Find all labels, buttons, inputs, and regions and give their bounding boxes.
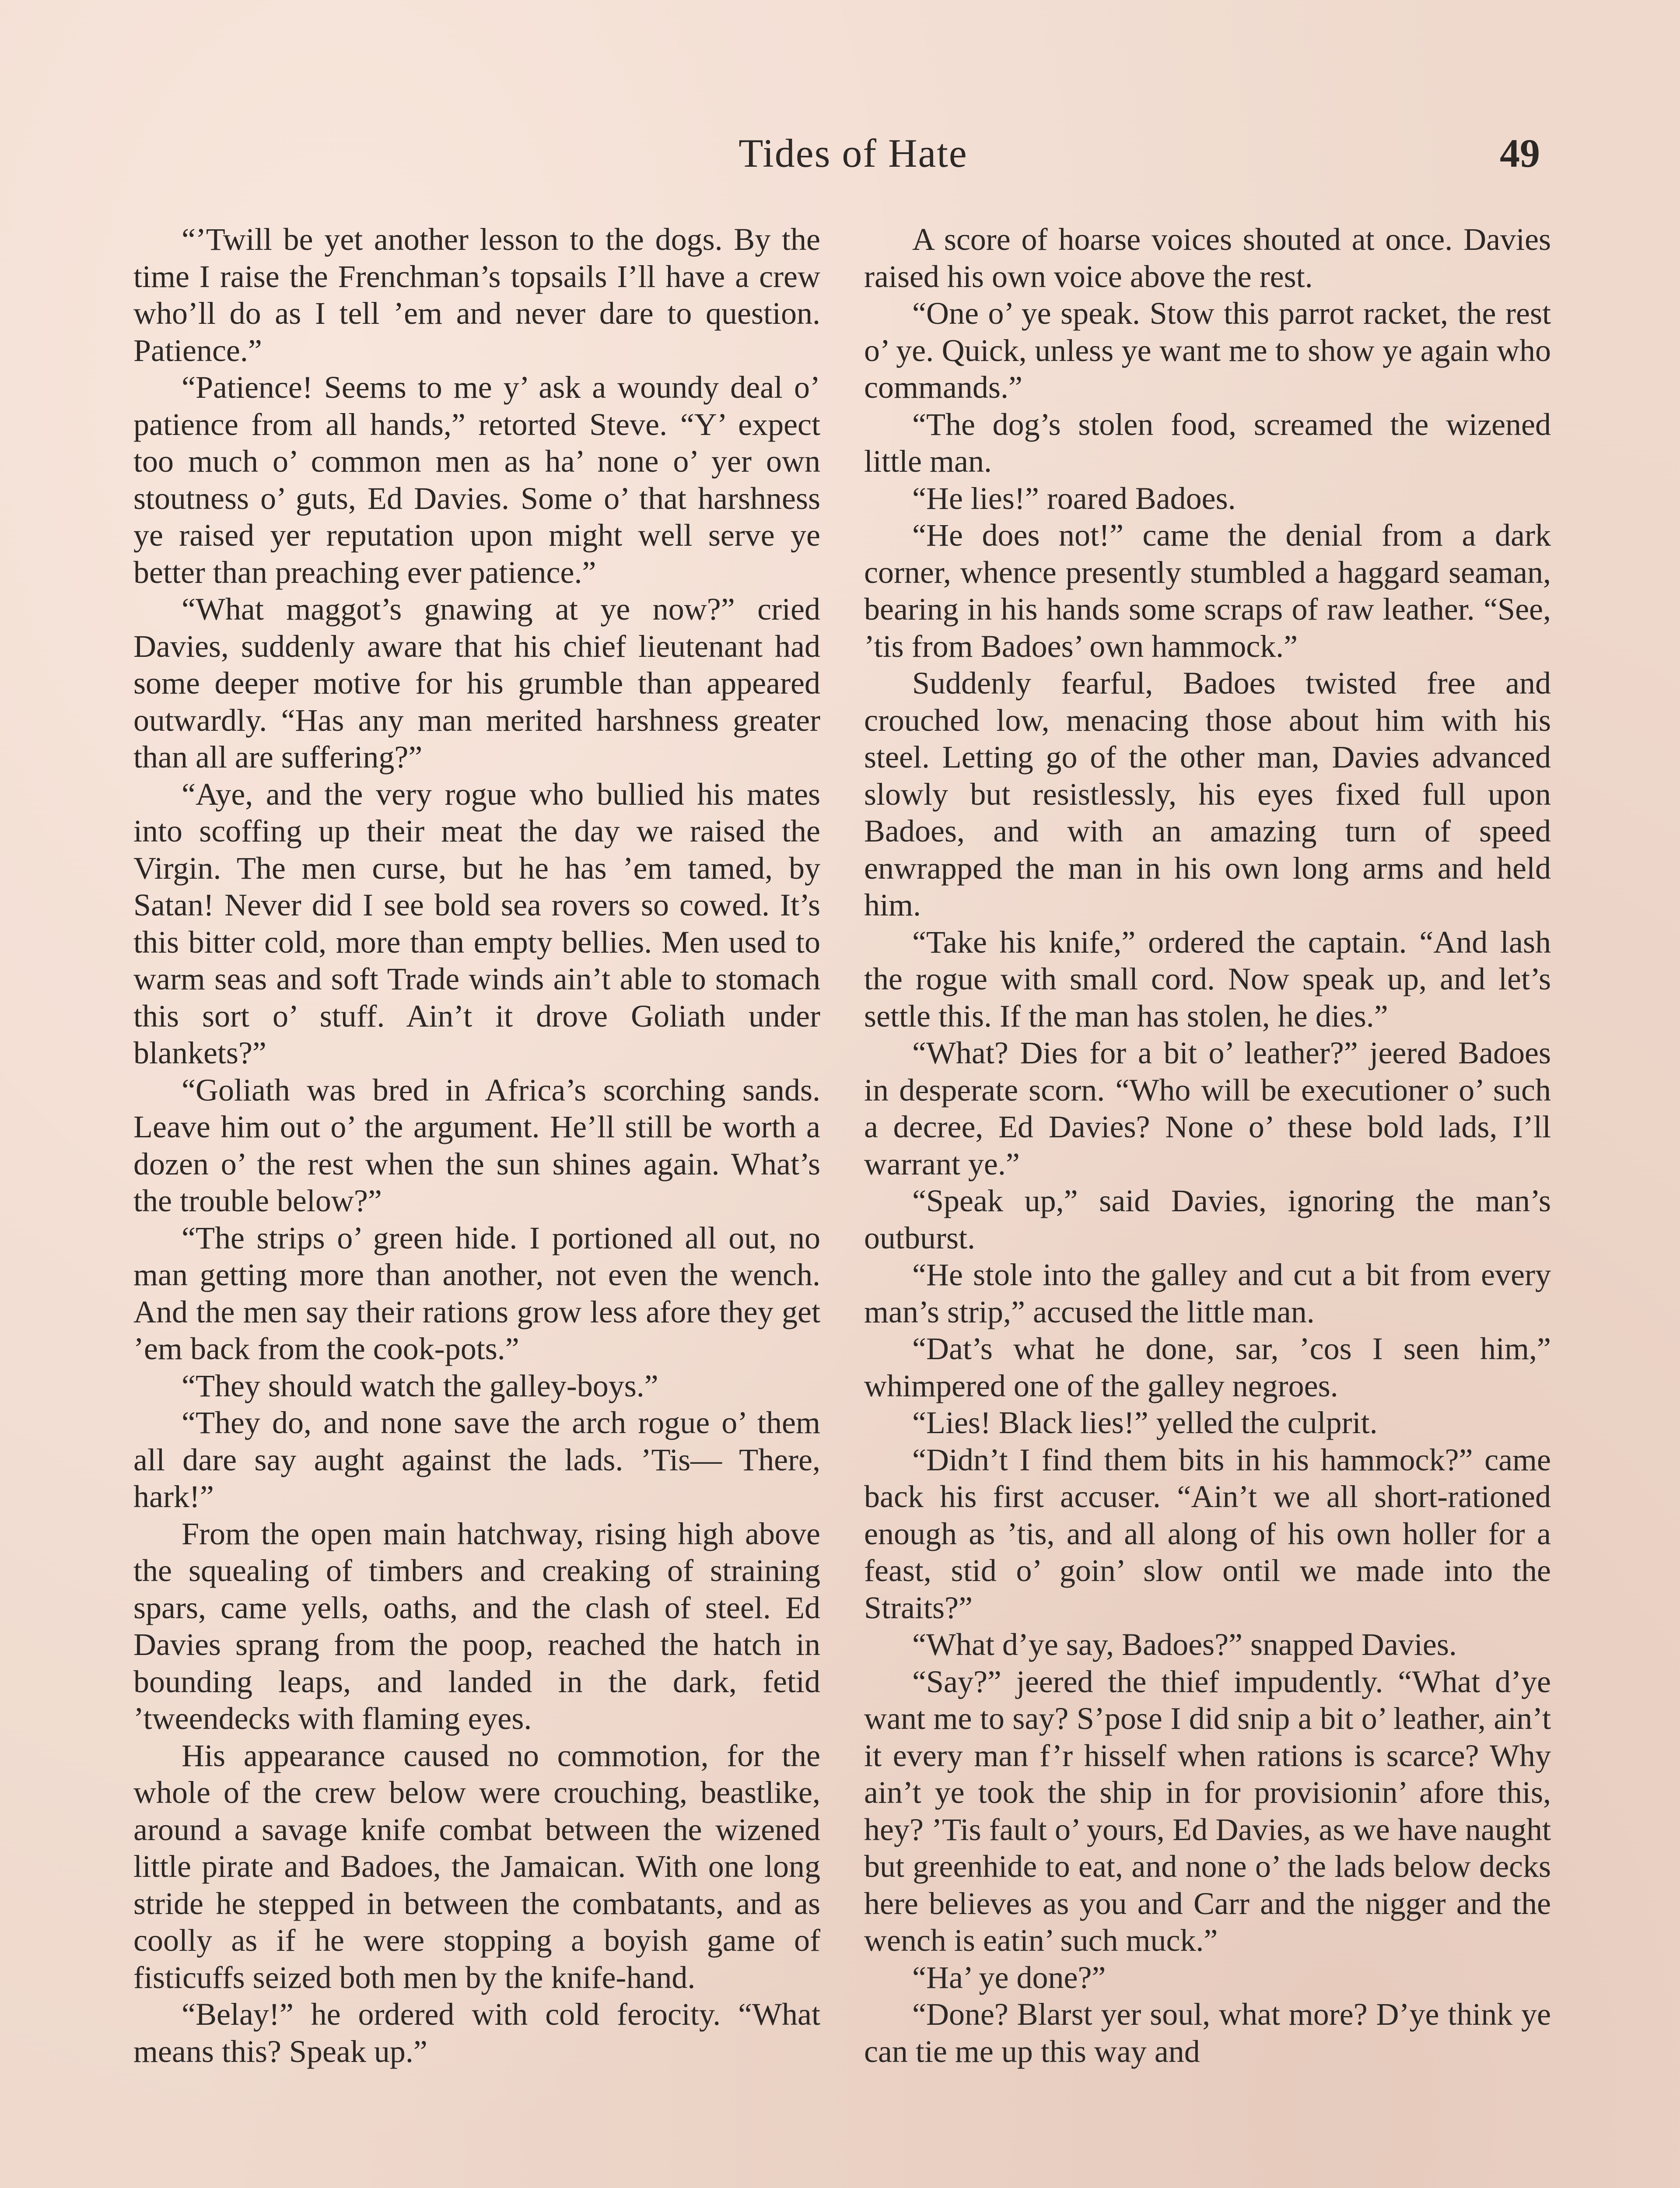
paragraph: “What maggot’s gnawing at ye now?” cried Davies, suddenly aware that his chief lieutenant had some deeper motive for his grumble than appeared outwardly. “Has any man merited harshness greater than all are suffering?” (133, 592, 820, 775)
paragraph: “What? Dies for a bit o’ leather?” jeered Badoes in desperate scorn. “Who will be executioner o’ such a decree, Ed Davies? None o’ these bold lads, I’ll warrant ye.” (864, 1035, 1551, 1182)
paragraph: “Goliath was bred in Africa’s scorching sands. Leave him out o’ the argument. He’ll still be worth a dozen o’ the rest when the sun shines again. What’s the trouble below?” (133, 1072, 820, 1218)
page-header (166, 127, 1540, 188)
running-title: Tides of Hate (738, 131, 968, 175)
paragraph: His appearance caused no commotion, for the whole of the crew below were crouching, beastlike, around a savage knife combat between the wizened little pirate and Badoes, the Jamaican. With one long stride he stepped in between the combatants, and as coolly as if he were stopping a boyish game of fisticuffs seized both men by the knife-hand. (133, 1738, 820, 1995)
article-body (133, 221, 1551, 2188)
left-column (133, 221, 820, 2188)
paragraph: “They should watch the galley-boys.” (182, 1368, 658, 1403)
paragraph: “One o’ ye speak. Stow this parrot racket, the rest o’ ye. Quick, unless ye want me to show ye again who commands.” (864, 296, 1551, 405)
paragraph: A score of hoarse voices shouted at once. Davies raised his own voice above the rest. (864, 222, 1551, 294)
paragraph: “Didn’t I find them bits in his hammock?” came back his first accuser. “Ain’t we all short-rationed enough as ’tis, and all along of his own holler for a feast, stid o’ goin’ slow ontil we made into the Straits?” (864, 1442, 1551, 1625)
paragraph: “Aye, and the very rogue who bullied his mates into scoffing up their meat the day we raised the Virgin. The men curse, but he has ’em tamed, by Satan! Never did I see bold sea rovers so cowed. It’s this bitter cold, more than empty bellies. Men used to warm seas and soft Trade winds ain’t able to stomach this sort o’ stuff. Ain’t it drove Goliath under blankets?” (133, 776, 820, 1070)
paragraph: “He lies!” roared Badoes. (912, 480, 1236, 516)
paragraph: “Ha’ ye done?” (912, 1960, 1106, 1995)
paragraph: “Dat’s what he done, sar, ’cos I seen him,” whimpered one of the galley negroes. (864, 1331, 1551, 1403)
paragraph: “He does not!” came the denial from a dark corner, whence presently stumbled a haggard seaman, bearing in his hands some scraps of raw leather. “See, ’tis from Badoes’ own hammock.” (864, 518, 1551, 664)
paragraph: “Lies! Black lies!” yelled the culprit. (912, 1405, 1378, 1440)
paragraph: “Patience! Seems to me y’ ask a woundy deal o’ patience from all hands,” retorted Steve. “Y’ expect too much o’ common men as ha’ none o’ yer own stoutness o’ guts, Ed Davies. Some o’ that harshness ye raised yer reputation upon might well serve ye better than preaching ever patience.” (133, 370, 820, 590)
paragraph: “Belay!” he ordered with cold ferocity. “What means this? Speak up.” (133, 1997, 820, 2069)
paragraph: “What d’ye say, Badoes?” snapped Davies. (912, 1627, 1457, 1662)
paragraph: “Speak up,” said Davies, ignoring the man’s outburst. (864, 1183, 1551, 1255)
paragraph: “Done? Blarst yer soul, what more? D’ye think ye can tie me up this way and (864, 1997, 1551, 2069)
paragraph: Suddenly fearful, Badoes twisted free and crouched low, menacing those about him with his steel. Letting go of the other man, Davies advanced slowly but resistlessly, his eyes fixed full upon Badoes, and with an amazing turn of speed enwrapped the man in his own long arms and held him. (864, 666, 1551, 922)
paragraph: From the open main hatchway, rising high above the squealing of timbers and creaking of straining spars, came yells, oaths, and the clash of steel. Ed Davies sprang from the poop, reached the hatch in bounding leaps, and landed in the dark, fetid ’tweendecks with flaming eyes. (133, 1516, 820, 1736)
paragraph: “They do, and none save the arch rogue o’ them all dare say aught against the lads. ’Tis— There, hark!” (133, 1405, 820, 1514)
paragraph: “The dog’s stolen food, screamed the wizened little man. (864, 407, 1551, 479)
paragraph: “Say?” jeered the thief impudently. “What d’ye want me to say? S’pose I did snip a bit o’ leather, ain’t it every man f’r hisself when rations is scarce? Why ain’t ye took the ship in for provisionin’ afore this, hey? ’Tis fault o’ yours, Ed Davies, as we have naught but greenhide to eat, and none o’ the lads below decks here believes as you and Carr and the nigger and the wench is eatin’ such muck.” (864, 1664, 1551, 1958)
paragraph: “The strips o’ green hide. I portioned all out, no man getting more than another, not even the wench. And the men say their rations grow less afore they get ’em back from the cook-pots.” (133, 1220, 820, 1366)
right-column (864, 221, 1551, 2188)
page-number: 49 (1500, 131, 1540, 175)
paragraph: “He stole into the galley and cut a bit from every man’s strip,” accused the little man. (864, 1257, 1551, 1329)
paragraph: “Take his knife,” ordered the captain. “And lash the rogue with small cord. Now speak up, and let’s settle this. If the man has stolen, he dies.” (864, 924, 1551, 1034)
paragraph: “’Twill be yet another lesson to the dogs. By the time I raise the Frenchman’s topsails I’ll have a crew who’ll do as I tell ’em and never dare to question. Patience.” (133, 222, 820, 368)
